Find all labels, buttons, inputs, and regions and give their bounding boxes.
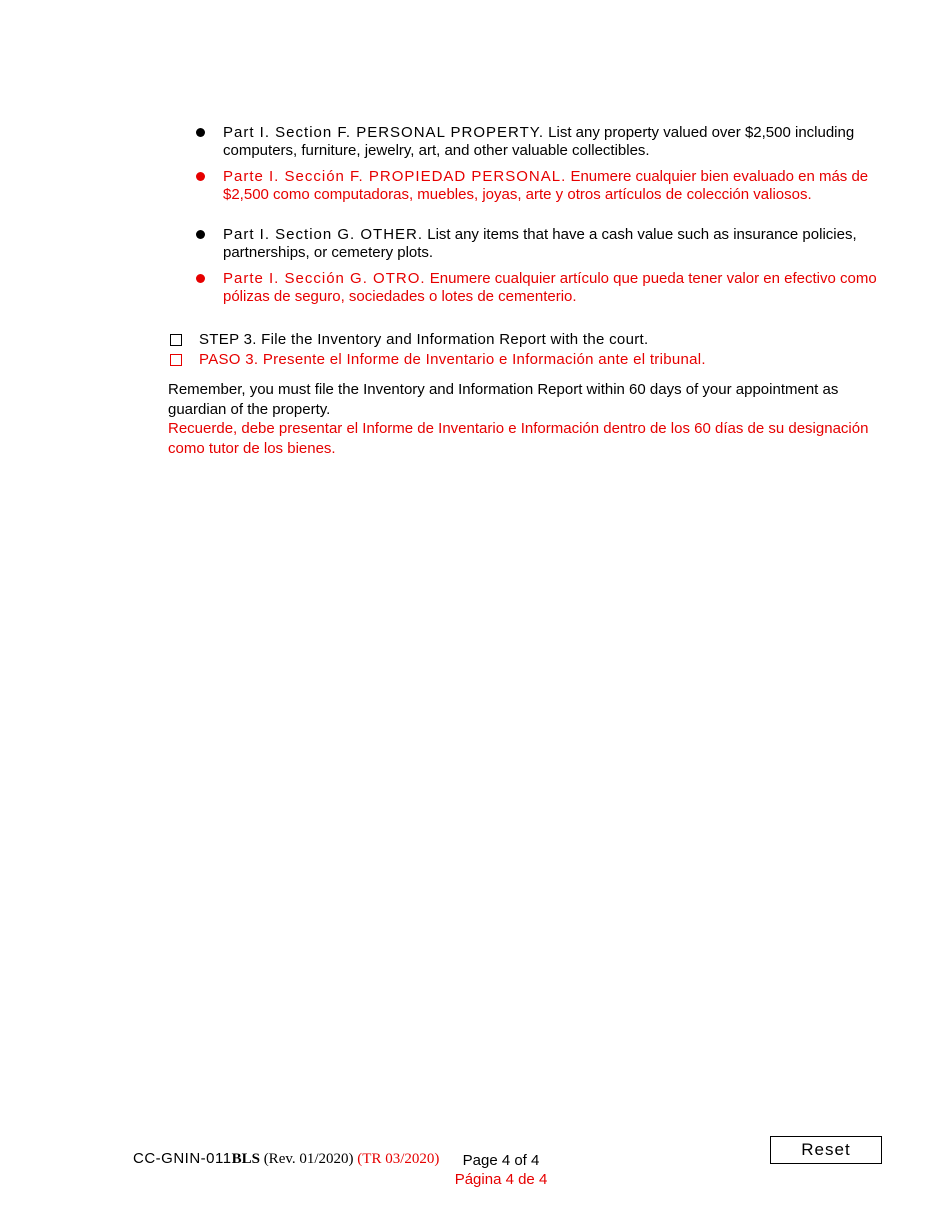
bullet-section-f-en xyxy=(196,124,886,160)
step-3-en xyxy=(168,330,888,350)
step-3 xyxy=(168,330,888,370)
form-translation: (TR 03/2020) xyxy=(357,1151,440,1167)
form-identifier xyxy=(133,1150,439,1168)
bullet-lead: Parte I. Sección G. OTRO. xyxy=(223,270,426,287)
bullet-text: List any property valued over $2,500 including computers, furniture, jewelry, art, and other valuable collectibles. xyxy=(223,124,855,159)
bullet-lead: Parte I. Sección F. PROPIEDAD PERSONAL. xyxy=(223,168,567,185)
form-suffix: BLS xyxy=(231,1151,260,1167)
step-checkbox-icon[interactable] xyxy=(170,354,182,366)
step-3-text-es: PASO 3. Presente el Informe de Inventario e Información ante el tribunal. xyxy=(199,351,706,368)
step-checkbox-icon[interactable] xyxy=(170,334,182,346)
bullet-dot-icon xyxy=(196,172,205,181)
section-f-bullets xyxy=(196,124,886,204)
form-code: CC-GNIN-011 xyxy=(133,1150,232,1167)
section-g-bullets xyxy=(196,226,886,306)
bullet-text: Enumere cualquier artículo que pueda tener valor en efectivo como pólizas de seguro, sociedades o lotes de cementerio. xyxy=(223,270,877,305)
bullet-lead: Part I. Section F. PERSONAL PROPERTY. xyxy=(223,124,544,141)
page-number xyxy=(454,1151,548,1189)
bullet-section-g-en xyxy=(196,226,886,262)
page-number-en: Page 4 of 4 xyxy=(462,1152,540,1169)
bullet-section-f-es xyxy=(196,168,886,204)
bullet-dot-icon xyxy=(196,128,205,137)
reset-button[interactable]: Reset xyxy=(770,1136,882,1164)
page-number-es: Página 4 de 4 xyxy=(454,1171,548,1188)
remember-text-es: Recuerde, debe presentar el Informe de Inventario e Información dentro de los 60 días de su designación como tutor de los bienes. xyxy=(168,420,869,457)
bullet-dot-icon xyxy=(196,274,205,283)
step-3-es xyxy=(168,350,888,370)
bullet-text: Enumere cualquier bien evaluado en más de $2,500 como computadoras, muebles, joyas, arte y otros artículos de colección valiosos. xyxy=(223,168,869,203)
bullet-section-g-es xyxy=(196,270,886,306)
bullet-text: List any items that have a cash value such as insurance policies, partnerships, or cemetery plots. xyxy=(223,226,857,261)
bullet-dot-icon xyxy=(196,230,205,239)
bullet-lead: Part I. Section G. OTHER. xyxy=(223,226,424,243)
form-revision: (Rev. 01/2020) xyxy=(259,1151,358,1167)
remember-text-en: Remember, you must file the Inventory and Information Report within 60 days of your appointment as guardian of the property. xyxy=(168,381,839,418)
step-3-text-en: STEP 3. File the Inventory and Information Report with the court. xyxy=(199,331,649,348)
remember-note xyxy=(168,380,888,458)
